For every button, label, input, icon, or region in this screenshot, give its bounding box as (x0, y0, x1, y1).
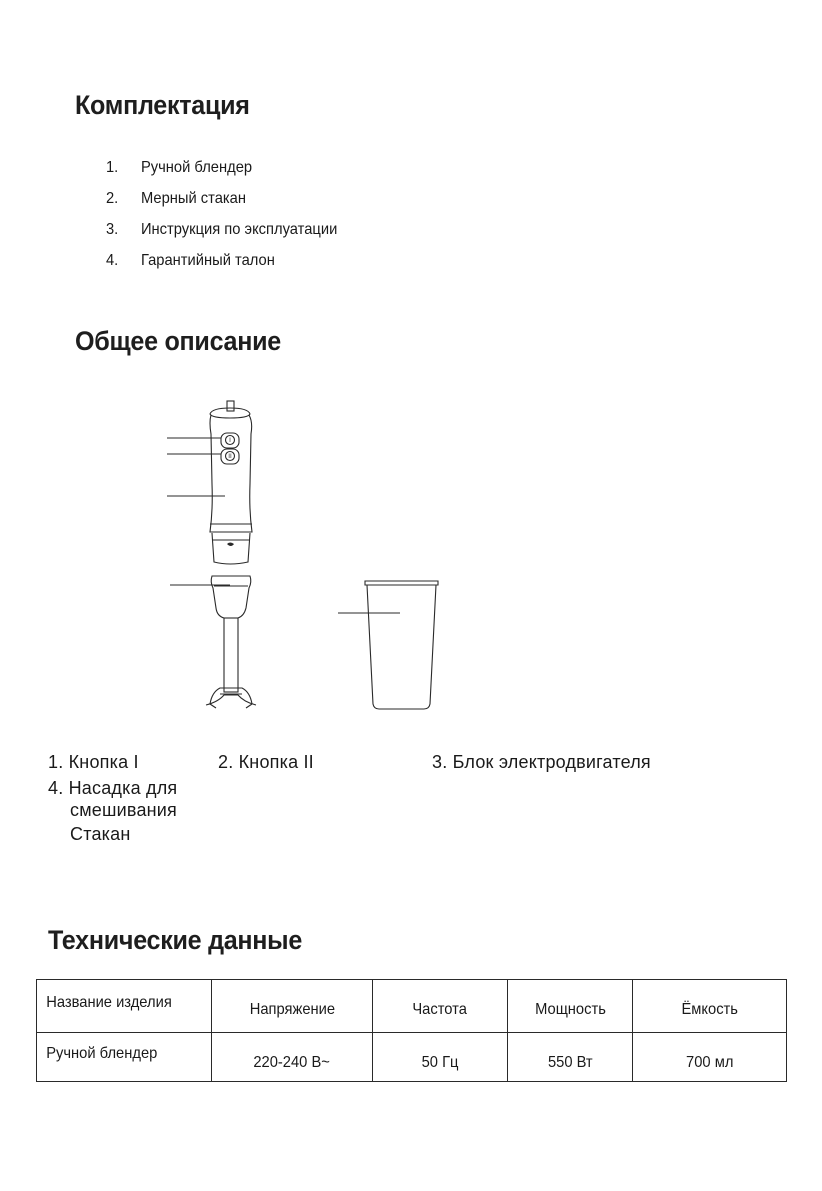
table-cell: 550 Вт (508, 1033, 633, 1082)
caption-attachment-line1: 4. Насадка для (48, 778, 178, 798)
item-text: Инструкция по эксплуатации (140, 221, 338, 238)
table-cell: 50 Гц (373, 1033, 508, 1082)
header-cell: Частота (373, 980, 508, 1033)
blending-attachment-drawing (206, 576, 256, 708)
description-title: Общее описание (75, 326, 281, 356)
header-cell: Ёмкость (633, 980, 787, 1033)
item-text: Гарантийный талон (140, 252, 275, 269)
table-row (37, 1033, 787, 1082)
logo-mark (227, 543, 234, 547)
item-number: 3. (106, 221, 119, 238)
table-cell: Ручной блендер (37, 1033, 212, 1082)
header-cell: Название изделия (37, 980, 212, 1033)
caption-motor-unit: 3. Блок электродвигателя (432, 752, 651, 772)
table-header-row (37, 980, 787, 1033)
beaker-drawing (365, 581, 438, 709)
specs-title: Технические данные (48, 925, 303, 955)
contents-list (106, 159, 357, 283)
header-cell: Мощность (508, 980, 633, 1033)
list-item (106, 252, 337, 283)
item-text: Ручной блендер (140, 159, 253, 176)
button-i-label: I (229, 437, 231, 444)
motor-unit-drawing (210, 401, 252, 564)
leader-lines (167, 438, 400, 613)
blender-diagram (160, 392, 460, 718)
header-cell: Напряжение (212, 980, 373, 1033)
spec-table (36, 979, 787, 1082)
list-item (106, 221, 337, 252)
caption-beaker: Стакан (70, 824, 131, 844)
contents-title: Комплектация (75, 90, 250, 120)
caption-button-i: 1. Кнопка I (48, 752, 139, 772)
list-item (106, 159, 337, 190)
item-number: 4. (106, 252, 119, 269)
button-ii-label: II (228, 453, 232, 460)
table-cell: 220-240 В~ (212, 1033, 373, 1082)
caption-attachment-line2: смешивания (70, 800, 177, 820)
item-number: 2. (106, 190, 119, 207)
list-item (106, 190, 337, 221)
caption-button-ii: 2. Кнопка II (218, 752, 314, 772)
table-cell: 700 мл (633, 1033, 787, 1082)
item-text: Мерный стакан (140, 190, 246, 207)
item-number: 1. (106, 159, 119, 176)
